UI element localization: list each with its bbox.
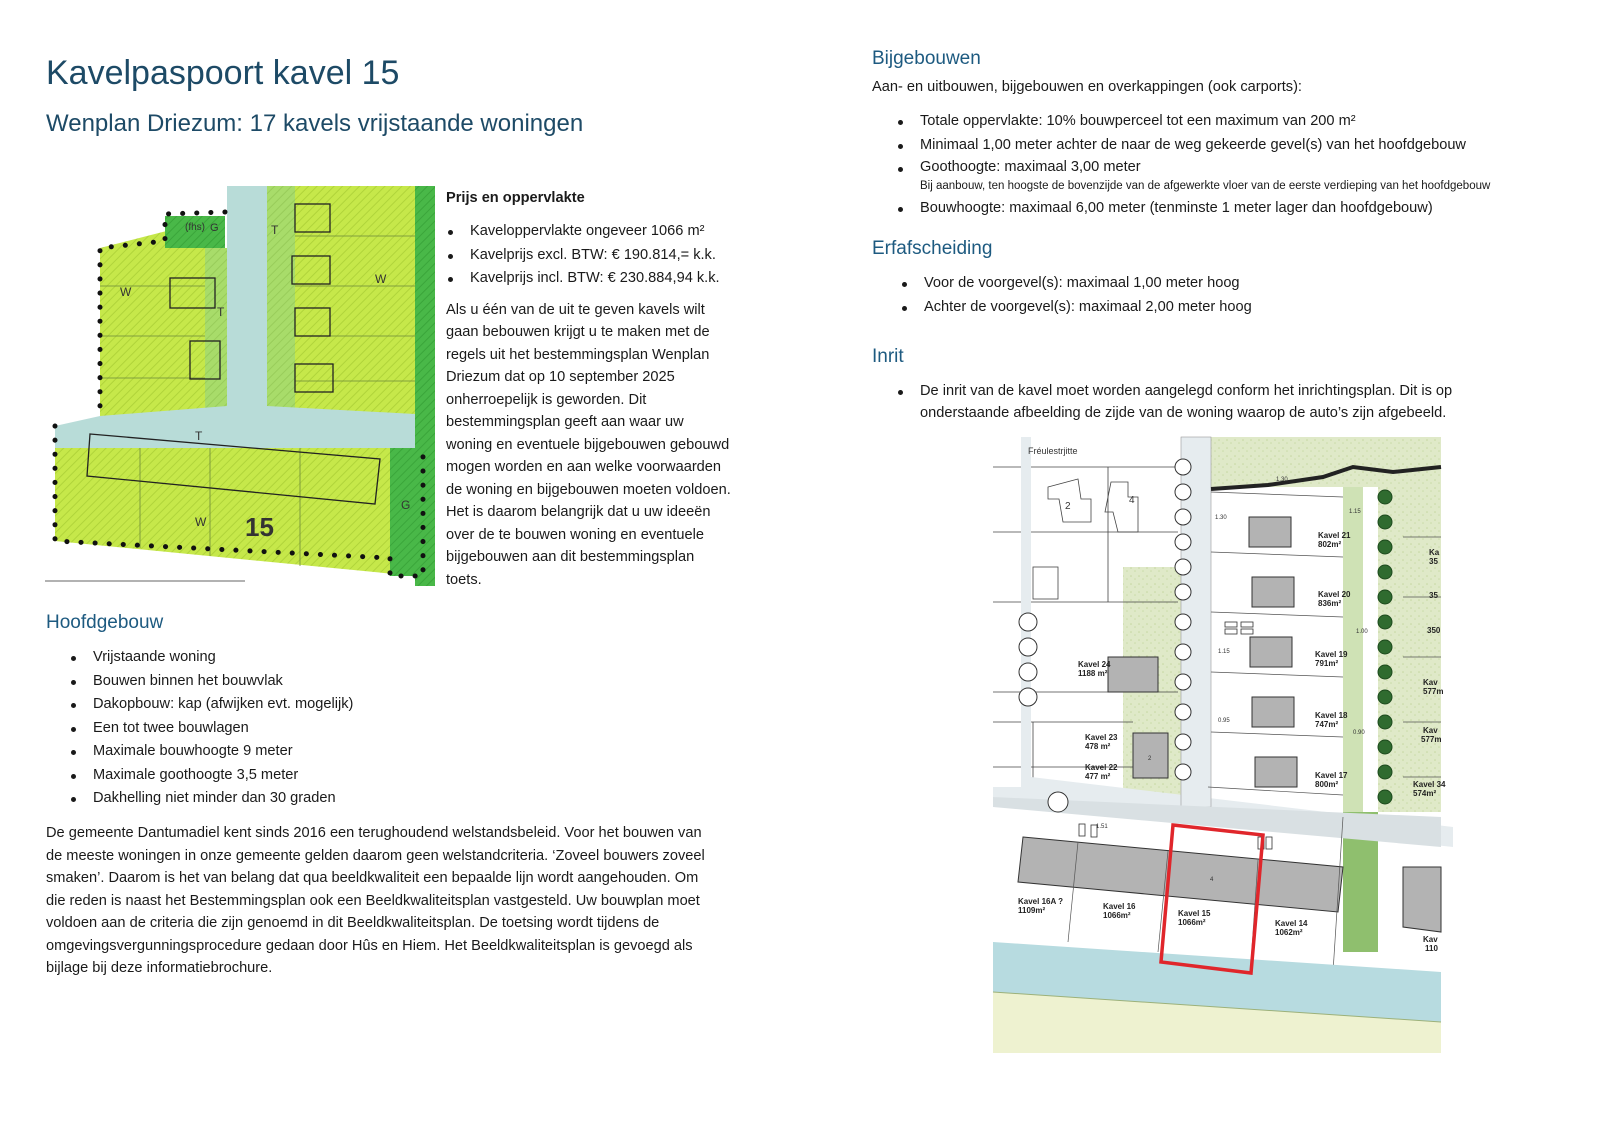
kavel-area: 1062m² (1275, 928, 1303, 937)
kavel-label: Kavel 24 (1078, 660, 1111, 669)
price-heading: Prijs en oppervlakte (446, 190, 585, 206)
kavel-label: Kavel 23 (1085, 733, 1118, 742)
zone-label-t: T (195, 429, 203, 443)
hoofdgebouw-item: Maximale goothoogte 3,5 meter (69, 764, 353, 788)
kavel-area: 1066m² (1103, 911, 1131, 920)
edge-label: 574m² (1413, 789, 1437, 798)
bijgebouwen-intro: Aan- en uitbouwen, bijgebouwen en overkappingen (ook carports): (872, 79, 1302, 95)
kavel-label: Kavel 19 (1315, 650, 1348, 659)
kavel-area: 791m² (1315, 659, 1339, 668)
kavel-label: Kavel 17 (1315, 771, 1348, 780)
kavel-label: Kavel 21 (1318, 531, 1351, 540)
dimension-label: 1.30 (1215, 515, 1227, 521)
price-paragraph: Als u één van de uit te geven kavels wilt gaan bebouwen krijgt u te maken met de regels uit het bestemmingsplan Wenplan Driezum dat op 10 september 2025 onherroepelijk is geworden. Dit bestemmingsplan geeft aan waar uw woning en eventuele bijgebouwen gebouwd mogen worden en aan welke voorwaarden de woning en bijgebouwen moeten voldoen. Het is daarom belangrijk dat u uw ideeën over de te bouwen woning en eventuele bijgebouwen aan dit bestemmingsplan toets. (446, 301, 731, 588)
edge-label: Kav (1423, 678, 1438, 687)
dimension-label: 1.15 (1218, 649, 1230, 655)
hoofdgebouw-item: Vrijstaande woning (69, 646, 353, 670)
zone-label-w: W (120, 285, 132, 299)
bijgebouwen-heading: Bijgebouwen (872, 48, 981, 69)
zone-label-g: G (210, 222, 219, 234)
site-plan-map (993, 437, 1446, 1053)
edge-label: 110 (1425, 944, 1438, 953)
edge-label: Kav (1423, 726, 1438, 735)
zone-label-g: G (401, 498, 411, 512)
edge-label: Ka (1429, 548, 1440, 557)
kavel-label: Kavel 20 (1318, 590, 1351, 599)
edge-label: 35 (1429, 557, 1438, 566)
kavel-area: 802m² (1318, 540, 1342, 549)
street-label: Fréulestrjitte (1028, 446, 1078, 456)
dimension-label: 0.90 (1353, 730, 1365, 736)
dimension-label: 1.51 (1096, 824, 1108, 830)
house-number: 2 (1148, 756, 1152, 762)
zone-label-fhs: (fhs) (185, 222, 205, 233)
hoofdgebouw-item: Bouwen binnen het bouwvlak (69, 670, 353, 694)
kavel-label: Kavel 15 (1178, 909, 1211, 918)
hoofdgebouw-item: Dakhelling niet minder dan 30 graden (69, 787, 353, 811)
erfafscheiding-item: Achter de voorgevel(s): maximaal 2,00 meter hoog (900, 296, 1252, 320)
house-number: 4 (1129, 495, 1135, 506)
kavel-area: 836m² (1318, 599, 1342, 608)
dimension-label: 1.30 (1276, 477, 1288, 483)
price-item-excl: Kavelprijs excl. BTW: € 190.814,= k.k. (446, 244, 756, 268)
dimension-label: 1.00 (1356, 629, 1368, 635)
kavel-label: Kavel 16 (1103, 902, 1136, 911)
edge-label: 35 (1429, 591, 1438, 600)
page-title: Kavelpaspoort kavel 15 (46, 54, 400, 92)
erfafscheiding-heading: Erfafscheiding (872, 238, 993, 259)
inrit-heading: Inrit (872, 346, 904, 367)
zone-label-w: W (375, 272, 387, 286)
kavel-label: Kavel 16A ? (1018, 897, 1064, 906)
plot-number: 15 (245, 512, 274, 542)
erfafscheiding-list (900, 272, 1252, 319)
bijgebouwen-item: Totale oppervlakte: 10% bouwperceel tot een maximum van 200 m² (896, 110, 1490, 134)
welstand-paragraph: De gemeente Dantumadiel kent sinds 2016 een terughoudend welstandsbeleid. Voor het bouwen van de meeste woningen in onze gemeente gelden daarom geen welstandcriteria. ‘Zoveel bouwers zoveel smaken’. Daarom is het van belang dat qua beeldkwaliteit een bepaalde lijn wordt aangehouden. Om die reden is naast het Bestemmingsplan ook een Beeldkwaliteitsplan vastgesteld. Uw bouwplan moet voldoen aan de criteria die zijn genoemd in dit Beeldkwaliteitsplan. De toetsing wordt tijdens de omgevingsvergunningsprocedure gedaan door Hûs en Hiem. Het Beeldkwaliteitsplan is gevoegd als bijlage bij deze informatiebrochure. (46, 825, 705, 976)
edge-label: Kav (1423, 935, 1438, 944)
kavel-area: 477 m² (1085, 772, 1111, 781)
zone-label-w: W (195, 515, 207, 529)
zone-label-t: T (271, 223, 279, 237)
hoofdgebouw-item: Dakopbouw: kap (afwijken evt. mogelijk) (69, 693, 353, 717)
erfafscheiding-item: Voor de voorgevel(s): maximaal 1,00 meter hoog (900, 272, 1252, 296)
inrit-item: De inrit van de kavel moet worden aangelegd conform het inrichtingsplan. Dit is op onderstaande afbeelding de zijde van de woning waarop de auto’s zijn afgebeeld. (896, 380, 1452, 424)
bijgebouwen-list (896, 110, 1490, 221)
bijgebouwen-note: Bij aanbouw, ten hoogste de bovenzijde van de afgewerkte vloer van de eerste verdieping van het hoofdgebouw (920, 180, 1491, 192)
bijgebouwen-item: Goothoogte: maximaal 3,00 meter Bij aanbouw, ten hoogste de bovenzijde van de afgewerkte vloer van de eerste verdieping van het hoofdgebouw (896, 157, 1490, 197)
edge-label: 577m (1423, 687, 1444, 696)
edge-label: Kavel 34 (1413, 780, 1446, 789)
kavel-area: 1066m² (1178, 918, 1206, 927)
house-number: 4 (1210, 877, 1214, 883)
bijgebouwen-item: Bouwhoogte: maximaal 6,00 meter (tenminste 1 meter lager dan hoofdgebouw) (896, 197, 1490, 221)
kavel-area: 478 m² (1085, 742, 1111, 751)
price-section (446, 188, 756, 591)
house-number: 2 (1065, 501, 1071, 512)
inrit-list (896, 380, 1452, 424)
page-subtitle: Wenplan Driezum: 17 kavels vrijstaande woningen (46, 110, 584, 137)
bijgebouwen-item: Minimaal 1,00 meter achter de naar de weg gekeerde gevel(s) van het hoofdgebouw (896, 134, 1490, 158)
dimension-label: 1.15 (1349, 509, 1361, 515)
hoofdgebouw-item: Een tot twee bouwlagen (69, 717, 353, 741)
price-item-incl: Kavelprijs incl. BTW: € 230.884,94 k.k. (446, 267, 756, 291)
kavel-label: Kavel 14 (1275, 919, 1308, 928)
zone-label-t: T (217, 305, 225, 319)
kavel-label: Kavel 22 (1085, 763, 1118, 772)
kavel-area: 1109m² (1018, 906, 1046, 915)
hoofdgebouw-list (69, 646, 353, 811)
kavel-area: 1188 m² (1078, 669, 1108, 678)
kavel-area: 747m² (1315, 720, 1339, 729)
zoning-plot-map (45, 186, 435, 586)
hoofdgebouw-item: Maximale bouwhoogte 9 meter (69, 740, 353, 764)
kavel-area: 800m² (1315, 780, 1339, 789)
kavel-label: Kavel 18 (1315, 711, 1348, 720)
dimension-label: 0.95 (1218, 718, 1230, 724)
edge-label: 350 (1427, 626, 1441, 635)
hoofdgebouw-heading: Hoofdgebouw (46, 612, 164, 633)
price-item-area: Kaveloppervlakte ongeveer 1066 m² (446, 220, 756, 244)
price-list (446, 220, 756, 291)
edge-label: 577m (1421, 735, 1442, 744)
